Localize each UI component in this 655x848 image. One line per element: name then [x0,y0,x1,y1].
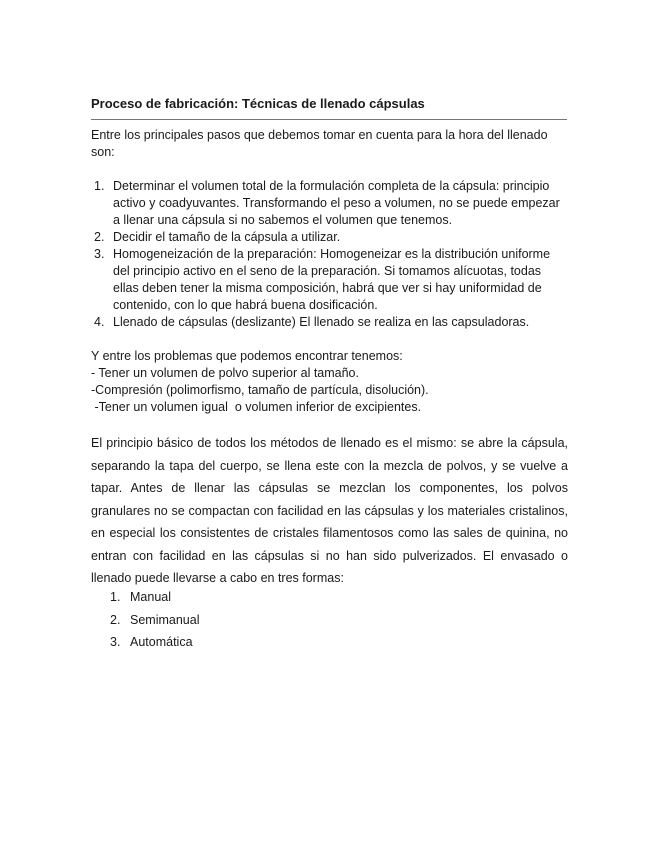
list-item-number: 1. [94,179,105,193]
page-title: Proceso de fabricación: Técnicas de llenado cápsulas [91,96,425,111]
problem-line: - Tener un volumen de polvo superior al tamaño. [91,366,359,380]
forms-list [110,586,199,654]
list-item-text: Semimanual [130,612,200,627]
list-item-text: Automática [130,635,193,649]
body-paragraph: El principio básico de todos los métodos de llenado es el mismo: se abre la cápsula, separando la tapa del cuerpo, se llena este con la mezcla de polvos, y se vuelve a tapar. Antes de llenar las cápsulas se mezclan los componentes, los polvos granulares no se compactan con facilidad en las cápsulas y los materiales cristalinos, en especial los consistentes de cristales filamentosos como las sales de quinina, no entran con facilidad en las cápsulas si no han sido pulverizados. El envasado o llenado puede llevarse a cabo en tres formas: [91,436,568,585]
problems-intro: Y entre los problemas que podemos encontrar tenemos: [91,349,403,363]
list-item [110,609,199,632]
title-divider [91,119,567,120]
list-item [91,314,569,331]
problem-line: -Compresión (polimorfismo, tamaño de partícula, disolución). [91,383,429,397]
list-item-number: 3. [110,635,121,649]
list-item-number: 4. [94,315,105,329]
intro-paragraph: Entre los principales pasos que debemos tomar en cuenta para la hora del llenado son: [91,128,548,159]
problem-line: -Tener un volumen igual o volumen inferior de excipientes. [91,400,422,414]
list-item [110,586,199,609]
list-item-text: Decidir el tamaño de la cápsula a utilizar. [113,230,341,244]
problems-section [91,348,569,416]
list-item-number: 3. [94,247,105,261]
list-item [91,246,569,314]
list-item-text: Homogeneización de la preparación: Homogeneizar es la distribución uniforme del principio activo en el seno de la preparación. Si tomamos alícuotas, todas ellas deben tener la misma composición, habrá que ver si hay uniformidad de contenido, con lo que habrá buena dosificación. [113,247,551,312]
list-item-text: Manual [130,590,171,604]
list-item-text: Llenado de cápsulas (deslizante) El llenado se realiza en las capsuladoras. [113,315,530,329]
list-item-text: Determinar el volumen total de la formulación completa de la cápsula: principio activo y coadyuvantes. Transformando el peso a volumen, no se puede empezar a llenar una cápsula si no sabemos el volumen que tenemos. [113,179,560,227]
list-item [91,178,569,229]
list-item-number: 2. [110,612,121,627]
list-item-number: 1. [110,590,121,604]
steps-list [91,178,569,331]
list-item [110,631,199,654]
list-item-number: 2. [94,230,105,244]
list-item [91,229,569,246]
